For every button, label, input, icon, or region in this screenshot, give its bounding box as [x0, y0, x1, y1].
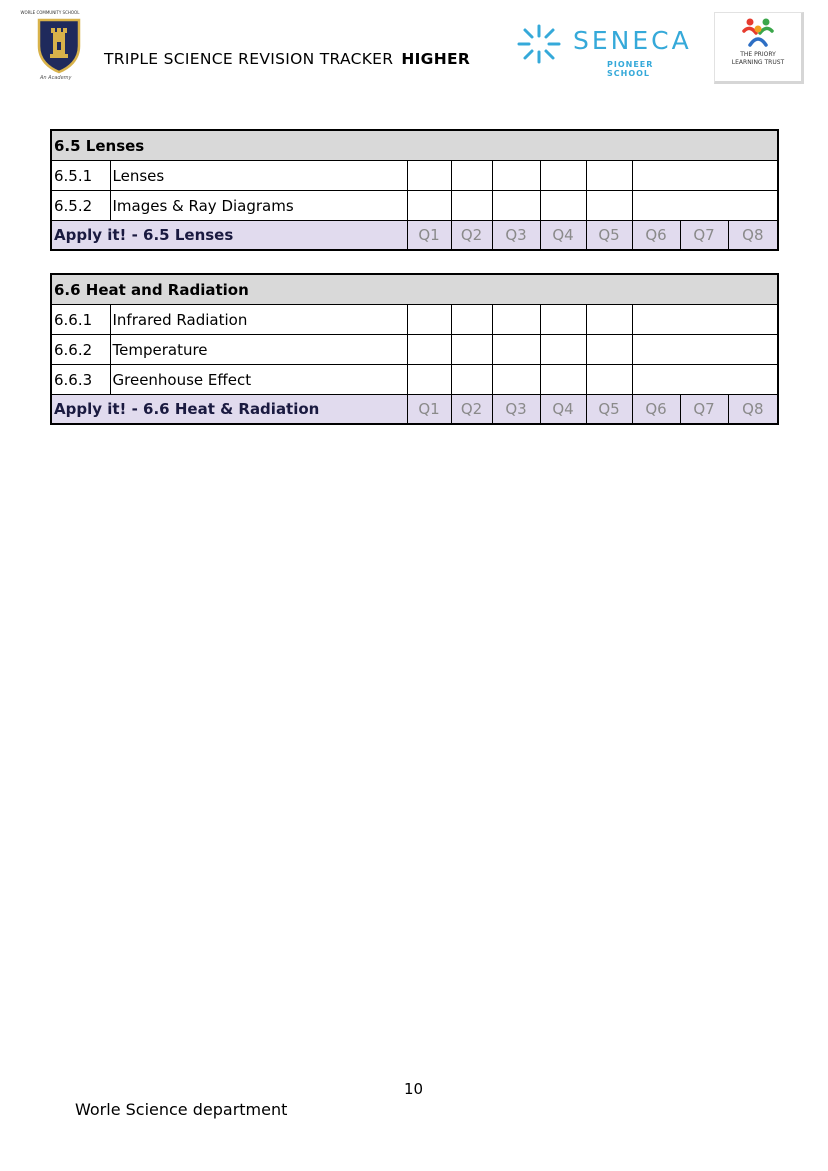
rag-cell[interactable]: [407, 305, 451, 335]
section-header-row: [51, 130, 778, 161]
rag-cell[interactable]: [586, 305, 632, 335]
question-cell-q7[interactable]: Q7: [680, 395, 728, 425]
topic-code: 6.6.1: [51, 305, 110, 335]
apply-it-row: [51, 395, 778, 425]
question-cell-q3[interactable]: Q3: [492, 395, 540, 425]
topic-code: 6.6.2: [51, 335, 110, 365]
question-cell-q1[interactable]: Q1: [407, 221, 451, 251]
rag-cell[interactable]: [540, 191, 586, 221]
rag-cell[interactable]: [586, 365, 632, 395]
question-cell-q5[interactable]: Q5: [586, 395, 632, 425]
school-motto: An Academy: [40, 75, 72, 81]
footer-department: Worle Science department: [75, 1100, 288, 1119]
topic-name: Lenses: [110, 161, 407, 191]
topic-row: [51, 305, 778, 335]
trust-figures-icon: [740, 15, 776, 49]
page-header: [0, 0, 828, 100]
topic-name: Temperature: [110, 335, 407, 365]
seneca-name: SENECA: [573, 26, 692, 55]
apply-it-label: Apply it! - 6.5 Lenses: [51, 221, 407, 251]
notes-cell[interactable]: [632, 365, 778, 395]
rag-cell[interactable]: [492, 335, 540, 365]
document-title: [104, 50, 470, 68]
notes-cell[interactable]: [632, 161, 778, 191]
question-cell-q8[interactable]: Q8: [728, 221, 778, 251]
question-cell-q6[interactable]: Q6: [632, 221, 680, 251]
rag-cell[interactable]: [492, 161, 540, 191]
question-cell-q6[interactable]: Q6: [632, 395, 680, 425]
rag-cell[interactable]: [407, 335, 451, 365]
topic-code: 6.5.2: [51, 191, 110, 221]
rag-cell[interactable]: [451, 305, 492, 335]
level-label: HIGHER: [401, 50, 471, 68]
question-cell-q8[interactable]: Q8: [728, 395, 778, 425]
section-title: 6.5 Lenses: [51, 130, 778, 161]
rag-cell[interactable]: [451, 161, 492, 191]
seneca-burst-icon: [515, 22, 563, 66]
rag-cell[interactable]: [407, 161, 451, 191]
notes-cell[interactable]: [632, 305, 778, 335]
rag-cell[interactable]: [492, 191, 540, 221]
rag-cell[interactable]: [586, 335, 632, 365]
question-cell-q7[interactable]: Q7: [680, 221, 728, 251]
question-cell-q2[interactable]: Q2: [451, 221, 492, 251]
question-cell-q1[interactable]: Q1: [407, 395, 451, 425]
rag-cell[interactable]: [451, 335, 492, 365]
tracker-table-heat-radiation: [50, 273, 779, 425]
topic-row: [51, 161, 778, 191]
seneca-subtitle: PIONEER SCHOOL: [607, 60, 654, 78]
school-shield-icon: [36, 16, 82, 74]
topic-name: Infrared Radiation: [110, 305, 407, 335]
rag-cell[interactable]: [451, 365, 492, 395]
rag-cell[interactable]: [540, 305, 586, 335]
rag-cell[interactable]: [407, 365, 451, 395]
topic-code: 6.5.1: [51, 161, 110, 191]
title-text: TRIPLE SCIENCE REVISION TRACKER: [104, 50, 394, 68]
trust-line-2: LEARNING TRUST: [731, 59, 785, 66]
notes-cell[interactable]: [632, 335, 778, 365]
page-number: 10: [404, 1080, 424, 1098]
tracker-table-lenses: [50, 129, 779, 251]
section-title: 6.6 Heat and Radiation: [51, 274, 778, 305]
trust-line-1: THE PRIORY: [740, 51, 776, 58]
topic-name: Greenhouse Effect: [110, 365, 407, 395]
question-cell-q4[interactable]: Q4: [540, 221, 586, 251]
trust-logo: [714, 12, 804, 84]
apply-it-label: Apply it! - 6.6 Heat & Radiation: [51, 395, 407, 425]
apply-it-row: [51, 221, 778, 251]
section-header-row: [51, 274, 778, 305]
rag-cell[interactable]: [492, 365, 540, 395]
notes-cell[interactable]: [632, 191, 778, 221]
rag-cell[interactable]: [540, 335, 586, 365]
topic-row: [51, 365, 778, 395]
topic-row: [51, 191, 778, 221]
rag-cell[interactable]: [407, 191, 451, 221]
trust-name: [715, 51, 801, 67]
topic-name: Images & Ray Diagrams: [110, 191, 407, 221]
topic-row: [51, 335, 778, 365]
rag-cell[interactable]: [586, 191, 632, 221]
school-name: WORLE COMMUNITY SCHOOL: [20, 10, 80, 15]
question-cell-q4[interactable]: Q4: [540, 395, 586, 425]
rag-cell[interactable]: [451, 191, 492, 221]
rag-cell[interactable]: [492, 305, 540, 335]
rag-cell[interactable]: [540, 161, 586, 191]
rag-cell[interactable]: [540, 365, 586, 395]
question-cell-q2[interactable]: Q2: [451, 395, 492, 425]
topic-code: 6.6.3: [51, 365, 110, 395]
seneca-logo: [515, 22, 700, 78]
rag-cell[interactable]: [586, 161, 632, 191]
question-cell-q5[interactable]: Q5: [586, 221, 632, 251]
question-cell-q3[interactable]: Q3: [492, 221, 540, 251]
